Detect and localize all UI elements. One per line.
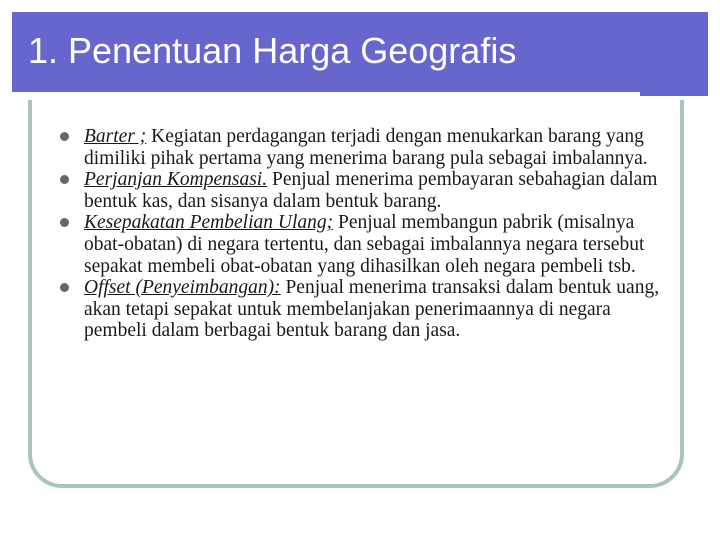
bullet-term: Kesepakatan Pembelian Ulang; bbox=[84, 212, 334, 234]
bullet-term: Perjanjan Kompensasi. bbox=[84, 169, 268, 191]
bullet-term: Barter ; bbox=[84, 126, 147, 147]
title-underline bbox=[12, 92, 640, 96]
slide-title: 1. Penentuan Harga Geografis bbox=[28, 30, 517, 71]
bullet-dot-icon bbox=[60, 132, 69, 141]
bullet-text: Penjual menerima pembayaran sebahagian dalam bentuk kas, dan sisanya dalam bentuk barang. bbox=[84, 169, 658, 212]
bullet-item-barter bbox=[84, 126, 674, 169]
bullet-item-kompensasi bbox=[84, 169, 674, 212]
bullet-item-pembelian-ulang bbox=[84, 212, 674, 277]
bullet-text: Penjual membangun pabrik (misalnya obat-obatan) di negara tertentu, dan sebagai imbalannya negara tersebut sepakat membeli obat-obatan yang dihasilkan oleh negara pembeli tsb. bbox=[84, 212, 645, 277]
bullet-item-offset bbox=[84, 277, 674, 342]
bullet-text: Penjual menerima transaksi dalam bentuk uang, akan tetapi sepakat untuk membelanjakan penerimaannya di negara pembeli dalam berbagai bentuk barang dan jasa. bbox=[84, 277, 660, 342]
bullet-term: Offset (Penyeimbangan): bbox=[84, 277, 281, 299]
bullet-list bbox=[84, 126, 674, 342]
bullet-text: Kegiatan perdagangan terjadi dengan menukarkan barang yang dimiliki pihak pertama yang menerima barang pula sebagai imbalannya. bbox=[84, 126, 648, 169]
